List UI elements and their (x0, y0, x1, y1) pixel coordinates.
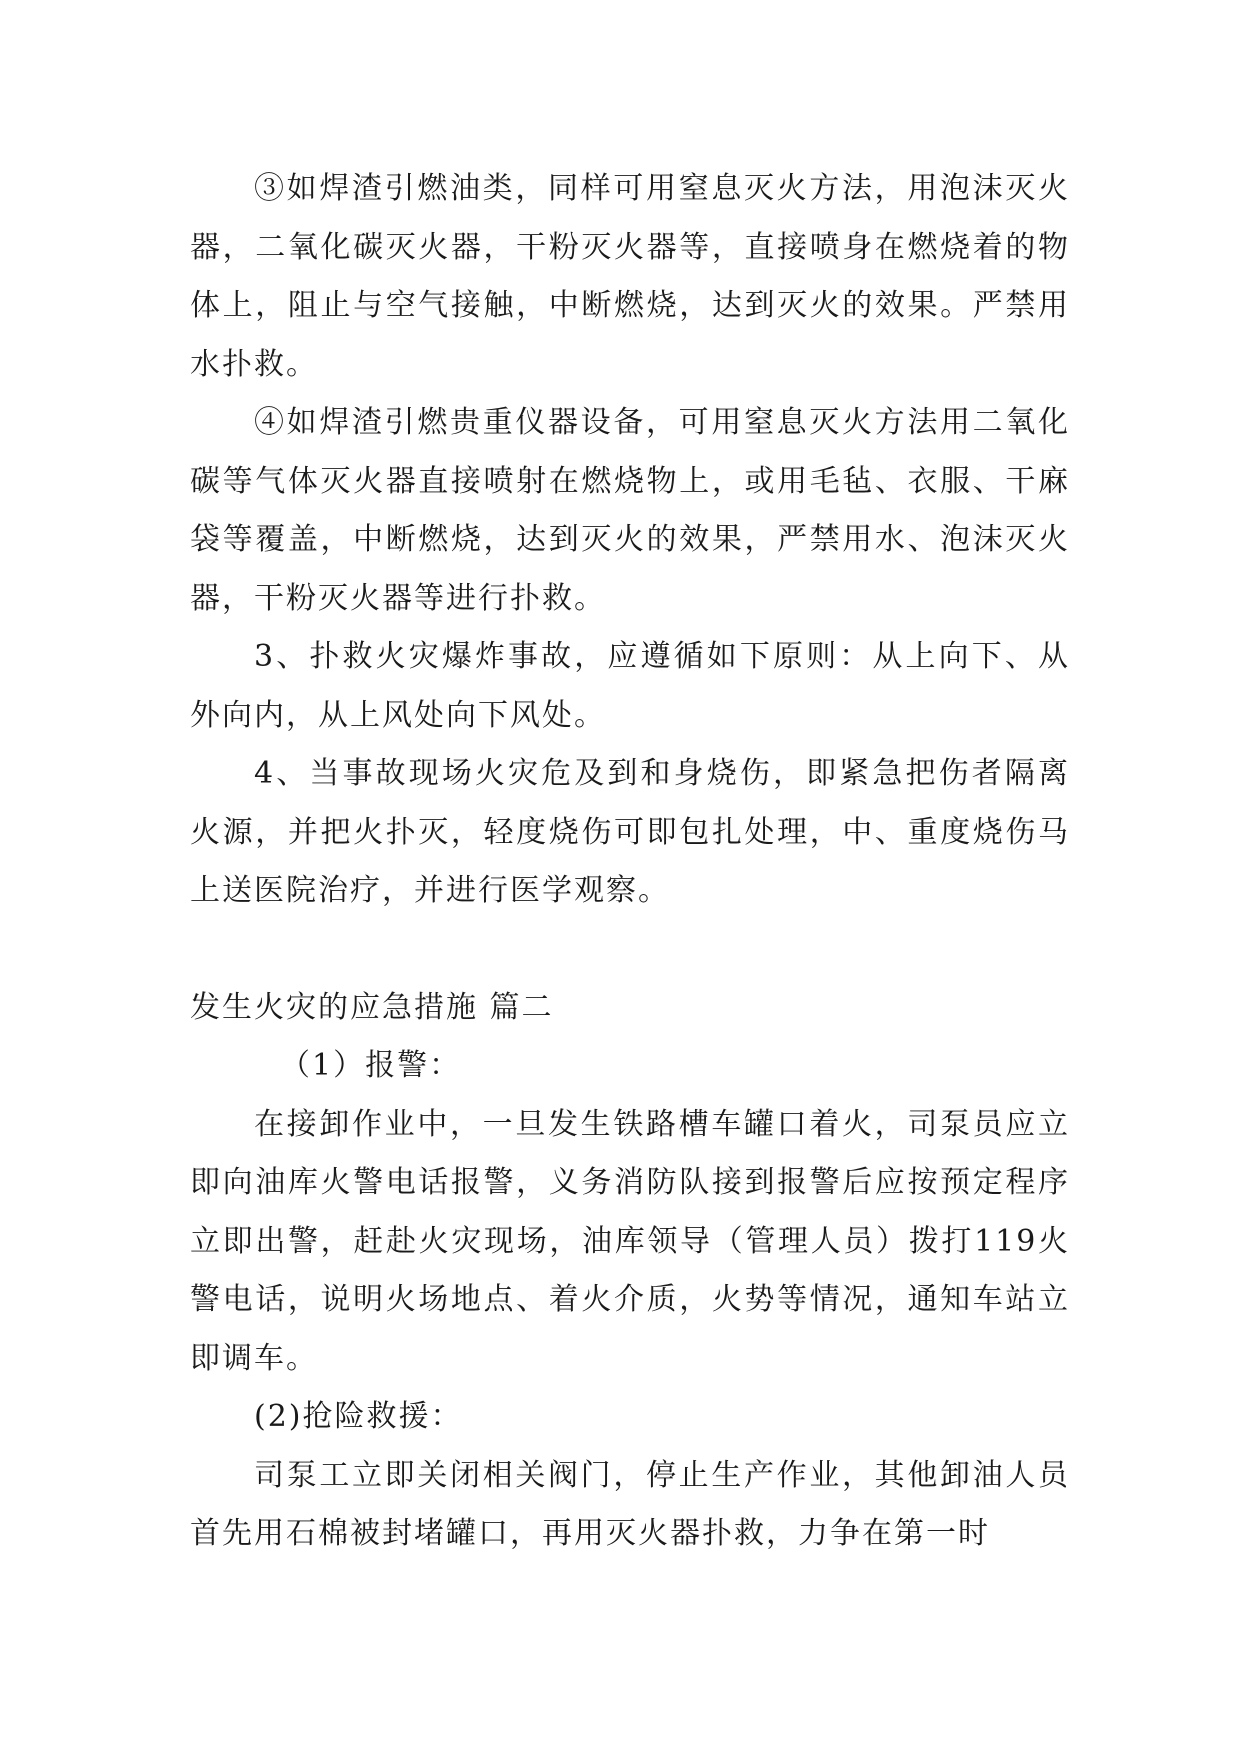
paragraph-fire-oil: ③如焊渣引燃油类，同样可用窒息灭火方法，用泡沫灭火器，二氧化碳灭火器，干粉灭火器等，直接喷身在燃烧着的物体上，阻止与空气接触，中断燃烧，达到灭火的效果。严禁用水扑救。 (190, 171, 1070, 382)
section-heading: 发生火灾的应急措施 篇二 (190, 989, 554, 1025)
paragraph-alarm-body: 在接卸作业中，一旦发生铁路槽车罐口着火，司泵员应立即向油库火警电话报警，义务消防队接到报警后应按预定程序立即出警，赶赴火灾现场，油库领导（管理人员）拨打119火警电话，说明火场地点、着火介质，火势等情况，通知车站立即调车。 (190, 1106, 1070, 1376)
document-body (190, 160, 1070, 1564)
paragraph-rescue-body: 司泵工立即关闭相关阀门，停止生产作业，其他卸油人员首先用石棉被封堵罐口，再用灭火器扑救，力争在第一时 (190, 1457, 1070, 1551)
paragraph-burn-injury: 4、当事故现场火灾危及到和身烧伤，即紧急把伤者隔离火源，并把火扑灭，轻度烧伤可即包扎处理，中、重度烧伤马上送医院治疗，并进行医学观察。 (190, 756, 1070, 908)
paragraph-alarm-title: （1）报警： (280, 1048, 462, 1083)
paragraph-fire-equipment: ④如焊渣引燃贵重仪器设备，可用窒息灭火方法用二氧化碳等气体灭火器直接喷射在燃烧物上，或用毛毡、衣服、干麻袋等覆盖，中断燃烧，达到灭火的效果，严禁用水、泡沫灭火器，干粉灭火器等进行扑救。 (190, 405, 1070, 616)
paragraph-rescue-title: (2)抢险救援： (254, 1399, 463, 1434)
paragraph-explosion-principle: 3、扑救火灾爆炸事故，应遵循如下原则：从上向下、从外向内，从上风处向下风处。 (190, 639, 1070, 733)
